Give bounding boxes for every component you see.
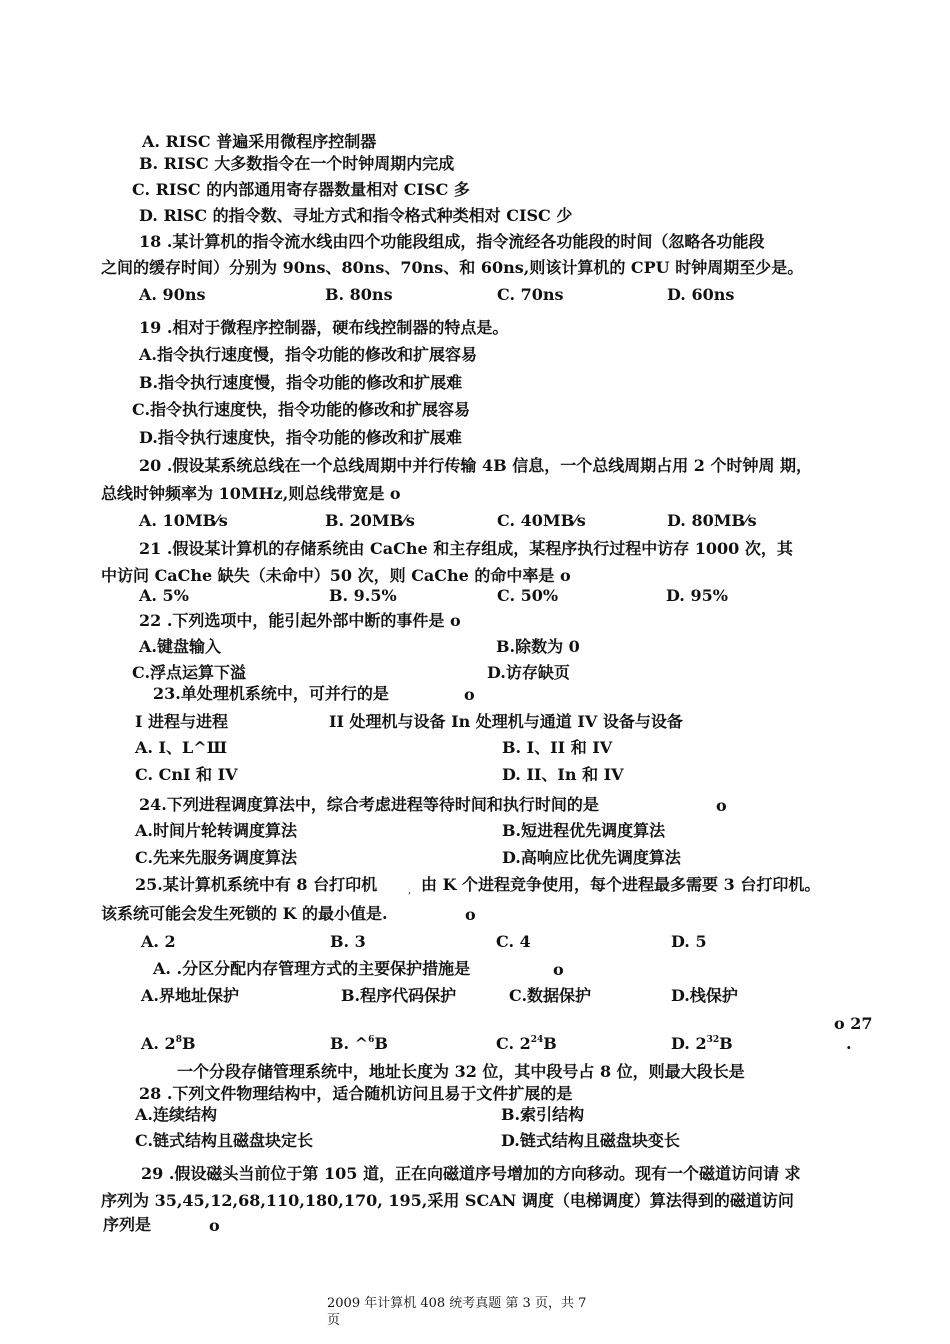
q19-option-c: C.指令执行速度快，指令功能的修改和扩展容易: [132, 400, 471, 419]
q28-option-a: A.连续结构: [135, 1105, 217, 1124]
q27-stem: 一个分段存储管理系统中，地址长度为 32 位，其中段号占 8 位，则最大段长是: [177, 1062, 745, 1081]
q21-stem-line2: 中访问 CaChe 缺失（未命中）50 次，则 CaChe 的命中率是 o: [101, 566, 571, 585]
q24-option-d: D.高响应比优先调度算法: [502, 848, 681, 867]
q25-option-b: B. 3: [330, 932, 366, 951]
q22-stem: 22 .下列选项中，能引起外部中断的事件是 o: [139, 611, 461, 630]
q18-stem-line1: 18 .某计算机的指令流水线由四个功能段组成，指令流经各功能段的时间（忽略各功能段: [139, 232, 765, 251]
q23-option-c: C. CnI 和 IV: [135, 765, 238, 784]
q17-option-c: C. RISC 的内部通用寄存器数量相对 CISC 多: [132, 180, 470, 199]
q19-stem: 19 .相对于微程序控制器，硬布线控制器的特点是。: [139, 318, 509, 337]
q18-option-a: A. 90ns: [139, 285, 206, 304]
q19-option-d: D.指令执行速度快，指令功能的修改和扩展难: [139, 428, 462, 447]
q23-option-a: A. I、L^Ш: [135, 738, 227, 757]
q29-stem-line2: 序列为 35,45,12,68,110,180,170, 195,采用 SCAN 调度（电梯调度）算法得到的磁道访问: [101, 1191, 794, 1210]
q25-option-c: C. 4: [496, 932, 531, 951]
q20-option-d: D. 80MB⁄s: [667, 511, 757, 530]
q19-option-b: B.指令执行速度慢，指令功能的修改和扩展难: [139, 373, 463, 392]
q26-option-c: C.数据保护: [509, 986, 592, 1005]
q23-item-1: I 进程与进程: [135, 712, 229, 731]
q29-answer-mark: o: [209, 1216, 220, 1235]
page-footer-line2: 页: [327, 1313, 341, 1328]
q24-option-a: A.时间片轮转调度算法: [135, 821, 297, 840]
q28-stem: 28 .下列文件物理结构中，适合随机访问且易于文件扩展的是: [139, 1084, 573, 1103]
q24-option-c: C.先来先服务调度算法: [135, 848, 298, 867]
q22-option-a: A.键盘输入: [139, 637, 221, 656]
q26-answer-mark: o: [553, 960, 564, 979]
page-footer-line1: 2009 年计算机 408 统考真题 第 3 页，共 7: [327, 1296, 587, 1311]
q20-option-c: C. 40MB⁄s: [497, 511, 586, 530]
q23-stem: 23.单处理机系统中，可并行的是: [153, 684, 389, 703]
q25-stem-line2: 该系统可能会发生死锁的 K 的最小值是.: [101, 904, 388, 923]
q23-option-b: B. I、II 和 IV: [502, 738, 613, 757]
q22-option-b: B.除数为 0: [496, 637, 580, 656]
q20-option-a: A. 10MB⁄s: [139, 511, 228, 530]
q24-answer-mark: o: [716, 796, 727, 815]
q21-option-d: D. 95%: [666, 586, 728, 605]
q22-option-d: D.访存缺页: [487, 663, 570, 682]
q25-comma: ,: [408, 885, 412, 896]
q28-option-d: D.链式结构且磁盘块变长: [501, 1131, 680, 1150]
q25-answer-mark: o: [465, 905, 476, 924]
q27-number: o 27: [834, 1014, 873, 1033]
q18-option-d: D. 60ns: [667, 285, 735, 304]
q18-option-c: C. 70ns: [497, 285, 564, 304]
q27-option-d: D. $2^{32}B$: [671, 1034, 733, 1053]
q25-stem-line1a: 25.某计算机系统中有 8 台打印机: [135, 875, 378, 894]
q28-option-b: B.索引结构: [501, 1105, 585, 1124]
q28-option-c: C.链式结构且磁盘块定长: [135, 1131, 314, 1150]
q27-option-a: A. $2^8B$: [141, 1034, 196, 1053]
q18-option-b: B. 80ns: [325, 285, 393, 304]
q25-stem-line1b: 由 K 个进程竞争使用，每个进程最多需要 3 台打印机。: [421, 875, 821, 894]
q26-option-d: D.栈保护: [671, 986, 738, 1005]
q26-option-b: B.程序代码保护: [341, 986, 457, 1005]
q17-option-d: D. RlSC 的指令数、寻址方式和指令格式种类相对 CISC 少: [139, 206, 573, 225]
q17-option-b: B. RISC 大多数指令在一个时钟周期内完成: [139, 154, 455, 173]
q26-option-a: A.界地址保护: [141, 986, 239, 1005]
q24-stem: 24.下列进程调度算法中，综合考虑进程等待时间和执行时间的是: [139, 795, 599, 814]
q29-stem-line3: 序列是: [103, 1215, 152, 1234]
q26-stem: A. .分区分配内存管理方式的主要保护措施是: [153, 959, 471, 978]
q27-dot: .: [846, 1034, 852, 1053]
q21-option-b: B. 9.5%: [329, 586, 397, 605]
q17-option-a: A. RISC 普遍采用微程序控制器: [142, 132, 377, 151]
q29-stem-line1: 29 .假设磁头当前位于第 105 道，正在向磁道序号增加的方向移动。现有一个磁道访问请 求: [141, 1164, 801, 1183]
q22-option-c: C.浮点运算下溢: [132, 663, 247, 682]
q18-stem-line2: 之间的缓存时间）分别为 90ns、80ns、70ns、和 60ns,则该计算机的 CPU 时钟周期至少是。: [101, 258, 804, 277]
q20-option-b: B. 20MB⁄s: [325, 511, 415, 530]
q25-option-d: D. 5: [671, 932, 707, 951]
q25-option-a: A. 2: [141, 932, 176, 951]
q19-option-a: A.指令执行速度慢，指令功能的修改和扩展容易: [139, 345, 477, 364]
q23-item-2: II 处理机与设备 In 处理机与通道 IV 设备与设备: [329, 712, 683, 731]
q21-option-c: C. 50%: [497, 586, 559, 605]
q23-answer-mark: o: [464, 685, 475, 704]
q27-option-c: C. $2^{24}B$: [496, 1034, 557, 1053]
q21-option-a: A. 5%: [139, 586, 189, 605]
q20-stem-line2: 总线时钟频率为 10MHz,则总线带宽是 o: [101, 484, 401, 503]
q23-option-d: D. II、In 和 IV: [502, 765, 624, 784]
q24-option-b: B.短进程优先调度算法: [502, 821, 666, 840]
q20-stem-line1: 20 .假设某系统总线在一个总线周期中并行传输 4B 信息，一个总线周期占用 2 个时钟周 期，: [139, 456, 813, 475]
q21-stem-line1: 21 .假设某计算机的存储系统由 CaChe 和主存组成，某程序执行过程中访存 1000 次，其: [139, 539, 793, 558]
q27-option-b: B. ^$^6$B: [330, 1034, 388, 1053]
